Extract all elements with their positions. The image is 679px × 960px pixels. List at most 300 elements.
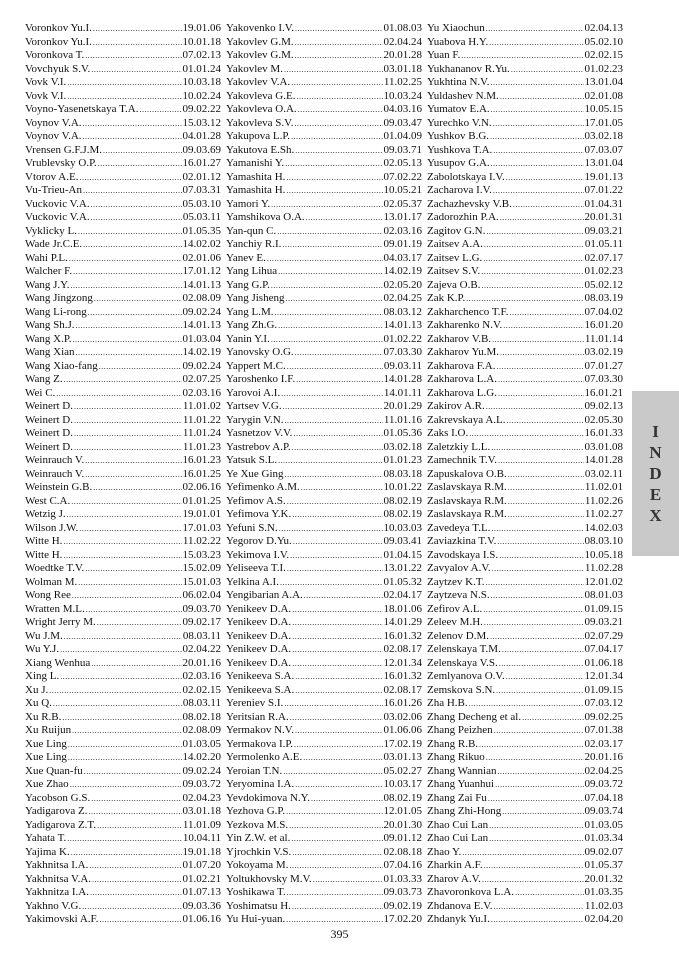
dot-leader <box>56 387 181 401</box>
index-entry <box>226 508 422 522</box>
index-entry <box>226 144 422 158</box>
index-entry <box>427 562 623 576</box>
abstract-reference: 01.05.32 <box>383 575 422 588</box>
author-name: Vovk V.I. <box>25 76 67 88</box>
dot-leader <box>496 684 583 698</box>
dot-leader <box>274 306 382 320</box>
index-entry <box>25 441 221 455</box>
author-name: Zhao Y. <box>427 845 462 858</box>
dot-leader <box>63 549 181 563</box>
index-entry <box>427 265 623 279</box>
index-entry <box>226 873 422 887</box>
dot-leader <box>283 765 382 779</box>
dot-leader <box>489 36 583 50</box>
abstract-reference: 02.08.17 <box>383 643 422 655</box>
index-entry <box>427 63 623 77</box>
author-name: Vu-Trieu-An <box>25 184 82 196</box>
author-name: Vovk V.I. <box>25 89 67 102</box>
abstract-reference: 08.03.19 <box>584 292 623 304</box>
index-entry <box>226 211 422 225</box>
dot-leader <box>295 346 383 360</box>
abstract-reference: 07.03.12 <box>584 697 623 709</box>
dot-leader <box>500 90 584 104</box>
dot-leader <box>85 562 181 576</box>
author-name: Vovchyuk S.V. <box>25 62 91 75</box>
abstract-reference: 09.03.69 <box>182 143 221 156</box>
author-name: Zhdanyk Yu.I. <box>427 913 490 925</box>
index-entry <box>427 360 623 374</box>
abstract-reference: 15.01.03 <box>182 575 221 588</box>
author-name: Zabolotskaya I.V. <box>427 170 505 183</box>
author-name: Yakovleva O.A. <box>226 103 297 115</box>
page-number: 395 <box>330 927 349 941</box>
index-entry <box>25 603 221 617</box>
index-entry <box>25 495 221 509</box>
dot-leader <box>84 765 182 779</box>
abstract-reference: 13.01.17 <box>383 211 422 223</box>
author-name: Zakharov V.B. <box>427 332 492 345</box>
dot-leader <box>279 522 383 536</box>
index-entry <box>427 279 623 293</box>
dot-leader <box>78 225 182 239</box>
dot-leader <box>311 792 383 806</box>
abstract-reference: 12.01.34 <box>584 670 623 682</box>
author-name: Yakhnitza I.A. <box>25 886 89 898</box>
index-entry <box>427 306 623 320</box>
index-entry <box>25 427 221 441</box>
dot-leader <box>295 724 382 738</box>
abstract-reference: 19.01.13 <box>584 170 623 183</box>
dot-leader <box>491 157 584 171</box>
author-name: Yang G.P. <box>226 278 270 291</box>
dot-leader <box>280 576 383 590</box>
author-name: Yakutova E.Sh. <box>226 143 295 156</box>
dot-leader <box>67 832 182 846</box>
abstract-reference: 09.02.24 <box>182 359 221 372</box>
index-entry <box>427 859 623 873</box>
author-name: Zhao Cui Lan <box>427 818 489 831</box>
abstract-reference: 14.02.19 <box>383 265 422 277</box>
dot-leader <box>295 36 383 50</box>
author-name: Yeryomina I.A. <box>226 778 295 790</box>
abstract-reference: 10.05.18 <box>584 548 623 561</box>
index-entry <box>25 76 221 90</box>
author-name: Weinrauch V. <box>25 454 85 466</box>
dot-leader <box>502 643 584 657</box>
index-entry <box>25 306 221 320</box>
author-name: Yamashita H. <box>226 184 286 196</box>
abstract-reference: 09.03.72 <box>182 778 221 790</box>
abstract-reference: 07.04.17 <box>584 643 623 655</box>
abstract-reference: 07.02.13 <box>182 49 221 61</box>
index-entry <box>427 765 623 779</box>
index-entry <box>226 724 422 738</box>
abstract-reference: 01.07.20 <box>182 859 221 871</box>
index-entry <box>226 589 422 603</box>
abstract-reference: 14.01.13 <box>182 319 221 331</box>
author-name: Zavyalov A.V. <box>427 562 491 574</box>
index-entry <box>427 589 623 603</box>
author-name: Zaviazkina T.V. <box>427 535 497 547</box>
dot-leader <box>491 913 584 927</box>
dot-leader <box>479 738 583 752</box>
abstract-reference: 08.02.19 <box>383 508 422 520</box>
dot-leader <box>486 751 584 765</box>
dot-leader <box>286 171 382 185</box>
abstract-reference: 01.01.25 <box>182 494 221 507</box>
abstract-reference: 03.02.11 <box>584 467 623 480</box>
index-entry <box>25 481 221 495</box>
dot-leader <box>91 657 181 671</box>
dot-leader <box>508 508 584 522</box>
dot-leader <box>292 441 383 455</box>
index-entry <box>25 670 221 684</box>
author-name: Xu Ruijun <box>25 724 72 736</box>
dot-leader <box>97 819 182 833</box>
author-name: Zakharova F.A. <box>427 359 496 372</box>
dot-leader <box>462 846 583 860</box>
index-entry <box>226 225 422 239</box>
index-entry <box>427 549 623 563</box>
index-entry <box>226 198 422 212</box>
author-name: Voronkov Yu.I. <box>25 22 92 34</box>
abstract-reference: 01.06.06 <box>383 724 422 736</box>
author-name: Vyklicky L. <box>25 224 77 237</box>
author-name: Zharov A.V. <box>427 872 481 885</box>
dot-leader <box>508 468 584 482</box>
abstract-reference: 03.02.06 <box>383 710 422 723</box>
index-entry <box>226 252 422 266</box>
author-name: Yadigarova Z. <box>25 805 88 817</box>
author-name: Zagitov G.N. <box>427 224 486 237</box>
author-name: Weinrauch V. <box>25 467 85 480</box>
dot-leader <box>295 144 382 158</box>
dot-leader <box>500 346 584 360</box>
dot-leader <box>85 468 181 482</box>
dot-leader <box>282 238 382 252</box>
abstract-reference: 02.04.25 <box>383 292 422 304</box>
abstract-reference: 17.02.19 <box>383 737 422 750</box>
dot-leader <box>291 76 383 90</box>
dot-leader <box>72 589 182 603</box>
author-name: Voronkov Yu.I. <box>25 35 92 48</box>
abstract-reference: 07.02.22 <box>383 170 422 183</box>
dot-leader <box>298 103 383 117</box>
abstract-reference: 20.01.30 <box>383 818 422 831</box>
abstract-reference: 20.01.28 <box>383 49 422 61</box>
dot-leader <box>60 670 181 684</box>
author-name: Yastrebov A.P. <box>226 440 291 453</box>
author-name: Yakupova L.P. <box>226 130 290 142</box>
author-name: Weinert D. <box>25 440 73 453</box>
index-entry <box>25 400 221 414</box>
dot-leader <box>486 400 584 414</box>
index-entry <box>226 859 422 873</box>
author-name: Weinstein G.B. <box>25 481 93 493</box>
dot-leader <box>488 792 584 806</box>
index-side-tab <box>632 391 679 556</box>
abstract-reference: 10.04.11 <box>182 832 221 844</box>
abstract-reference: 01.05.11 <box>584 238 623 250</box>
index-entry <box>226 360 422 374</box>
dot-leader <box>79 522 181 536</box>
author-name: Zakirov A.R. <box>427 400 485 412</box>
author-name: Wratten M.L. <box>25 602 85 615</box>
dot-leader <box>295 22 382 36</box>
abstract-reference: 09.02.25 <box>584 710 623 723</box>
index-entry <box>25 900 221 914</box>
author-name: Weinert D. <box>25 413 73 426</box>
author-name: Yanin Y.I. <box>226 332 270 345</box>
index-entry <box>427 805 623 819</box>
dot-leader <box>500 211 584 225</box>
side-tab-letter: E <box>649 485 662 504</box>
dot-leader <box>289 819 382 833</box>
index-entry <box>427 346 623 360</box>
index-column-2 <box>226 22 422 927</box>
index-entry <box>226 306 422 320</box>
author-name: Yusupov G.A. <box>427 157 490 169</box>
index-entry <box>226 765 422 779</box>
author-name: Yakovlev G.M. <box>226 49 294 61</box>
abstract-reference: 16.01.21 <box>584 386 623 399</box>
dot-leader <box>73 265 181 279</box>
dot-leader <box>93 36 182 50</box>
abstract-reference: 11.01.09 <box>182 818 221 831</box>
index-entry <box>427 900 623 914</box>
index-entry <box>25 292 221 306</box>
dot-leader <box>64 630 182 644</box>
abstract-reference: 09.03.21 <box>584 616 623 628</box>
index-entry <box>25 90 221 104</box>
author-name: Yelkina A.I. <box>226 575 279 588</box>
author-name: Yahata T. <box>25 832 67 844</box>
author-name: Xu R.B. <box>25 710 62 723</box>
index-entry <box>25 819 221 833</box>
abstract-reference: 09.02.17 <box>182 616 221 628</box>
abstract-reference: 03.02.19 <box>584 346 623 358</box>
index-entry <box>427 468 623 482</box>
dot-leader <box>91 63 181 77</box>
author-name: Yefimov A.S. <box>226 494 286 507</box>
author-name: Vrublevsky O.P. <box>25 157 97 169</box>
author-name: Yengibarian A.A. <box>226 589 303 601</box>
abstract-reference: 11.02.03 <box>584 899 623 912</box>
index-entry <box>427 22 623 36</box>
index-entry <box>427 616 623 630</box>
author-name: Yakhno V.G. <box>25 899 82 912</box>
dot-leader <box>296 90 382 104</box>
dot-leader <box>88 805 181 819</box>
author-name: Zhao Cui Lan <box>427 832 489 844</box>
dot-leader <box>506 171 584 185</box>
dot-leader <box>469 697 584 711</box>
index-entry <box>226 792 422 806</box>
dot-leader <box>491 441 583 455</box>
dot-leader <box>100 913 182 927</box>
dot-leader <box>64 373 182 387</box>
author-name: Wade Jr.C.E. <box>25 238 83 250</box>
index-entry <box>25 144 221 158</box>
dot-leader <box>498 373 584 387</box>
dot-leader <box>90 886 182 900</box>
dot-leader <box>484 238 584 252</box>
author-name: Wolman M. <box>25 575 78 588</box>
index-entry <box>25 724 221 738</box>
author-name: Zakharchenco T.F. <box>427 305 509 318</box>
abstract-reference: 01.06.18 <box>584 656 623 669</box>
index-entry <box>226 157 422 171</box>
dot-leader <box>292 846 382 860</box>
abstract-reference: 14.02.19 <box>182 346 221 358</box>
abstract-reference: 09.03.11 <box>383 359 422 372</box>
abstract-reference: 02.03.17 <box>584 737 623 750</box>
dot-leader <box>491 589 584 603</box>
index-entry <box>226 90 422 104</box>
dot-leader <box>503 319 583 333</box>
side-tab-letter: X <box>649 506 662 525</box>
dot-leader <box>285 468 383 482</box>
index-entry <box>226 819 422 833</box>
index-entry <box>226 657 422 671</box>
author-name: Yajima K. <box>25 845 70 858</box>
index-entry <box>25 252 221 266</box>
index-entry <box>25 589 221 603</box>
index-entry <box>427 454 623 468</box>
author-name: Wright Jerry M. <box>25 616 96 628</box>
author-name: Zhang Peizhen <box>427 724 493 736</box>
abstract-reference: 01.05.36 <box>383 427 422 439</box>
author-name: Yakovenko I.V. <box>226 22 295 34</box>
abstract-reference: 11.01.22 <box>182 413 221 426</box>
author-name: Yang Lihua <box>226 265 278 277</box>
author-name: Zaslavskaya R.M. <box>427 508 507 520</box>
dot-leader <box>293 427 382 441</box>
abstract-reference: 10.01.18 <box>182 35 221 48</box>
dot-leader <box>99 360 182 374</box>
abstract-reference: 14.01.28 <box>584 454 623 466</box>
dot-leader <box>98 157 182 171</box>
index-entry <box>25 751 221 765</box>
abstract-reference: 02.03.16 <box>383 224 422 237</box>
index-entry <box>25 535 221 549</box>
abstract-reference: 09.03.70 <box>182 602 221 615</box>
index-entry <box>226 130 422 144</box>
dot-leader <box>91 792 181 806</box>
abstract-reference: 09.02.24 <box>182 764 221 777</box>
abstract-reference: 02.07.25 <box>182 373 221 385</box>
index-entry <box>427 697 623 711</box>
dot-leader <box>88 306 182 320</box>
index-entry <box>427 711 623 725</box>
dot-leader <box>481 279 583 293</box>
author-name: Yefuni S.N. <box>226 521 278 534</box>
dot-leader <box>290 549 382 563</box>
abstract-reference: 16.01.26 <box>383 697 422 709</box>
index-entry <box>25 832 221 846</box>
dot-leader <box>85 454 181 468</box>
author-name: Vtorov A.E. <box>25 170 79 183</box>
dot-leader <box>492 333 584 347</box>
index-entry <box>427 508 623 522</box>
index-entry <box>226 670 422 684</box>
abstract-reference: 01.01.24 <box>182 62 221 75</box>
abstract-reference: 13.01.04 <box>584 157 623 169</box>
index-entry <box>226 535 422 549</box>
dot-leader <box>522 711 583 725</box>
author-name: Yevdokimova N.Y. <box>226 791 310 804</box>
index-entry <box>427 292 623 306</box>
abstract-reference: 14.01.28 <box>383 373 422 385</box>
author-name: Zadorozhin P.A. <box>427 211 499 223</box>
dot-leader <box>508 481 584 495</box>
author-name: Zapuskalova O.B. <box>427 467 507 480</box>
index-entry <box>427 481 623 495</box>
index-entry <box>25 387 221 401</box>
abstract-reference: 01.04.15 <box>383 548 422 561</box>
dot-leader <box>68 738 182 752</box>
abstract-reference: 08.03.18 <box>383 467 422 480</box>
dot-leader <box>466 292 583 306</box>
author-name: Yakhnitsa V.A. <box>25 872 92 885</box>
index-entry <box>25 873 221 887</box>
index-entry <box>427 751 623 765</box>
author-name: Zaytzev K.T. <box>427 575 485 588</box>
index-entry <box>25 225 221 239</box>
abstract-reference: 11.02.26 <box>584 494 623 507</box>
abstract-reference: 17.01.12 <box>182 265 221 277</box>
author-name: Zakharova L.A. <box>427 373 497 385</box>
author-name: Ye Xue Ging <box>226 467 284 480</box>
dot-leader <box>91 198 182 212</box>
index-entry <box>427 819 623 833</box>
abstract-reference: 01.03.05 <box>584 818 623 831</box>
dot-leader <box>489 832 583 846</box>
dot-leader <box>513 198 584 212</box>
abstract-reference: 19.01.01 <box>182 508 221 520</box>
author-name: Yang Jisheng <box>226 292 285 304</box>
index-entry <box>25 508 221 522</box>
abstract-reference: 08.02.19 <box>383 791 422 804</box>
index-entry <box>226 495 422 509</box>
dot-leader <box>498 387 584 401</box>
index-entry <box>226 171 422 185</box>
author-name: Yermolenko A.E. <box>226 751 303 763</box>
abstract-reference: 02.08.09 <box>182 292 221 304</box>
author-name: Yacobson G.S. <box>25 791 91 804</box>
index-entry <box>427 535 623 549</box>
abstract-reference: 02.04.20 <box>584 913 623 925</box>
author-name: Zhang Rikuo <box>427 751 485 763</box>
index-entry <box>226 549 422 563</box>
author-name: Yang L.M. <box>226 305 274 318</box>
index-entry <box>25 765 221 779</box>
author-name: Yakovlev M. <box>226 62 283 75</box>
author-name: Zhdanova E.V. <box>427 899 493 912</box>
abstract-reference: 20.01.29 <box>383 400 422 412</box>
author-name: Zemlyanova O.V. <box>427 670 505 682</box>
dot-leader <box>60 643 181 657</box>
index-entry <box>25 346 221 360</box>
abstract-reference: 10.01.22 <box>383 481 422 493</box>
dot-leader <box>283 400 383 414</box>
dot-leader <box>490 630 583 644</box>
abstract-reference: 03.01.13 <box>383 751 422 763</box>
index-entry <box>25 49 221 63</box>
index-entry <box>226 117 422 131</box>
author-name: Yenikeeva S.A. <box>226 670 295 682</box>
author-name: Yermakova I.P. <box>226 737 294 750</box>
